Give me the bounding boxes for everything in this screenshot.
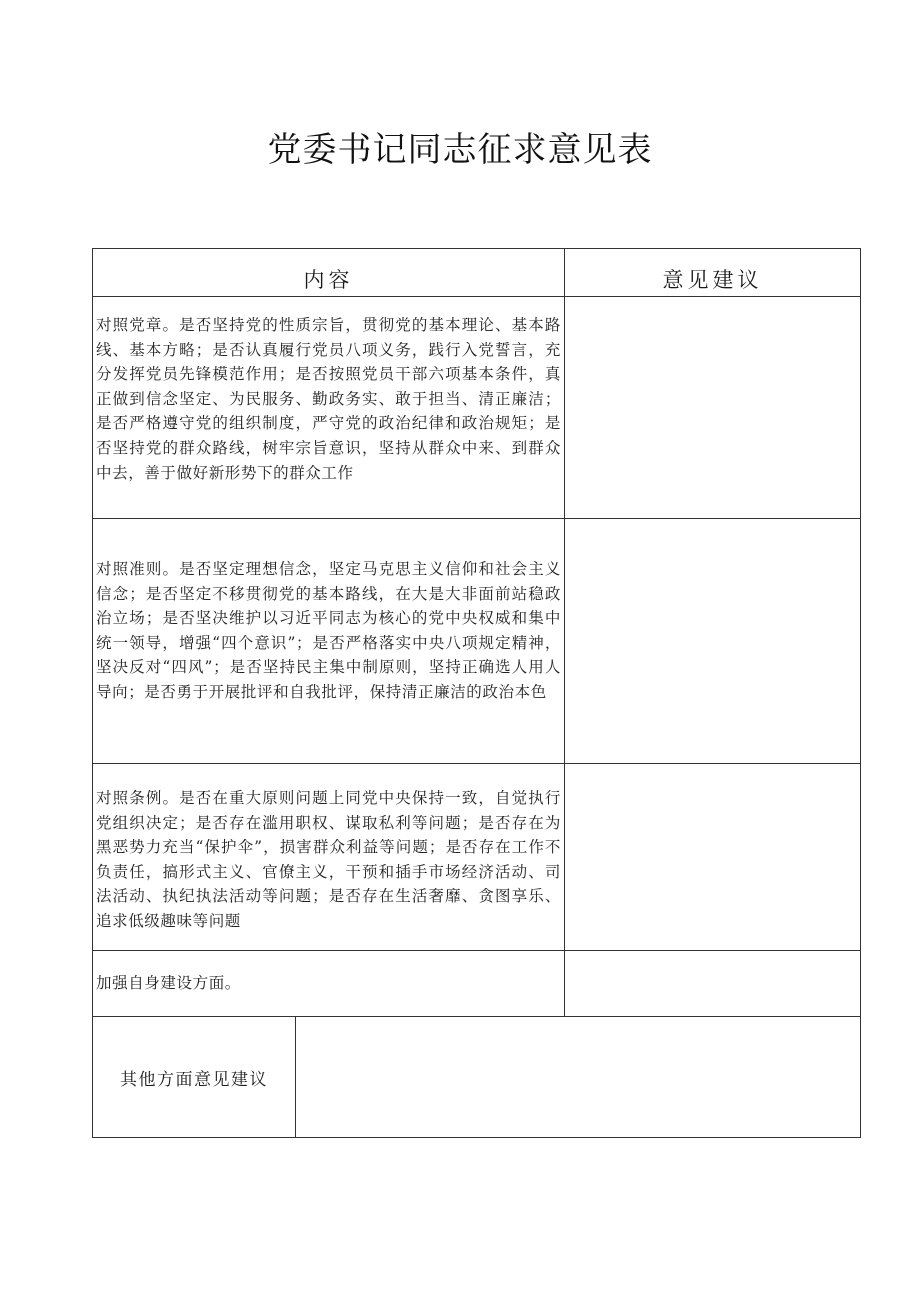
row-opinion-party-constitution[interactable] — [564, 296, 861, 519]
header-content: 内容 — [92, 248, 565, 297]
row-content-guidelines: 对照准则。是否坚定理想信念，坚定马克思主义信仰和社会主义信念；是否坚定不移贯彻党的基本路线，在大是大非面前站稳政治立场；是否坚决维护以习近平同志为核心的党中央权威和集中统一领导，增强“四个意识”；是否严格落实中央八项规定精神，坚决反对“四风”；是否坚持民主集中制原则，坚持正确选人用人导向；是否勇于开展批评和自我批评，保持清正廉洁的政治本色 — [92, 518, 565, 764]
page-title: 党委书记同志征求意见表 — [267, 130, 653, 170]
row-content-party-constitution: 对照党章。是否坚持党的性质宗旨，贯彻党的基本理论、基本路线、基本方略；是否认真履行党员八项义务，践行入党誓言，充分发挥党员先锋模范作用；是否按照党员干部六项基本条件，真正做到信念坚定、为民服务、勤政务实、敢于担当、清正廉洁；是否严格遵守党的组织制度，严守党的政治纪律和政治规矩；是否坚持党的群众路线，树牢宗旨意识，坚持从群众中来、到群众中去，善于做好新形势下的群众工作 — [92, 296, 565, 519]
row-content-regulations: 对照条例。是否在重大原则问题上同党中央保持一致，自觉执行党组织决定；是否存在滥用职权、谋取私利等问题；是否存在为黑恶势力充当“保护伞”，损害群众利益等问题；是否存在工作不负责任，搞形式主义、官僚主义，干预和插手市场经济活动、司法活动、执纪执法活动等问题；是否存在生活奢靡、贪图享乐、追求低级趣味等问题 — [92, 763, 565, 951]
header-opinion: 意见建议 — [564, 248, 861, 297]
row-opinion-guidelines[interactable] — [564, 518, 861, 764]
row-content-self-building: 加强自身建设方面。 — [92, 950, 565, 1017]
row-opinion-regulations[interactable] — [564, 763, 861, 951]
row-opinion-self-building[interactable] — [564, 950, 861, 1017]
other-opinions-label: 其他方面意见建议 — [92, 1016, 296, 1138]
other-opinions-field[interactable] — [295, 1016, 861, 1138]
